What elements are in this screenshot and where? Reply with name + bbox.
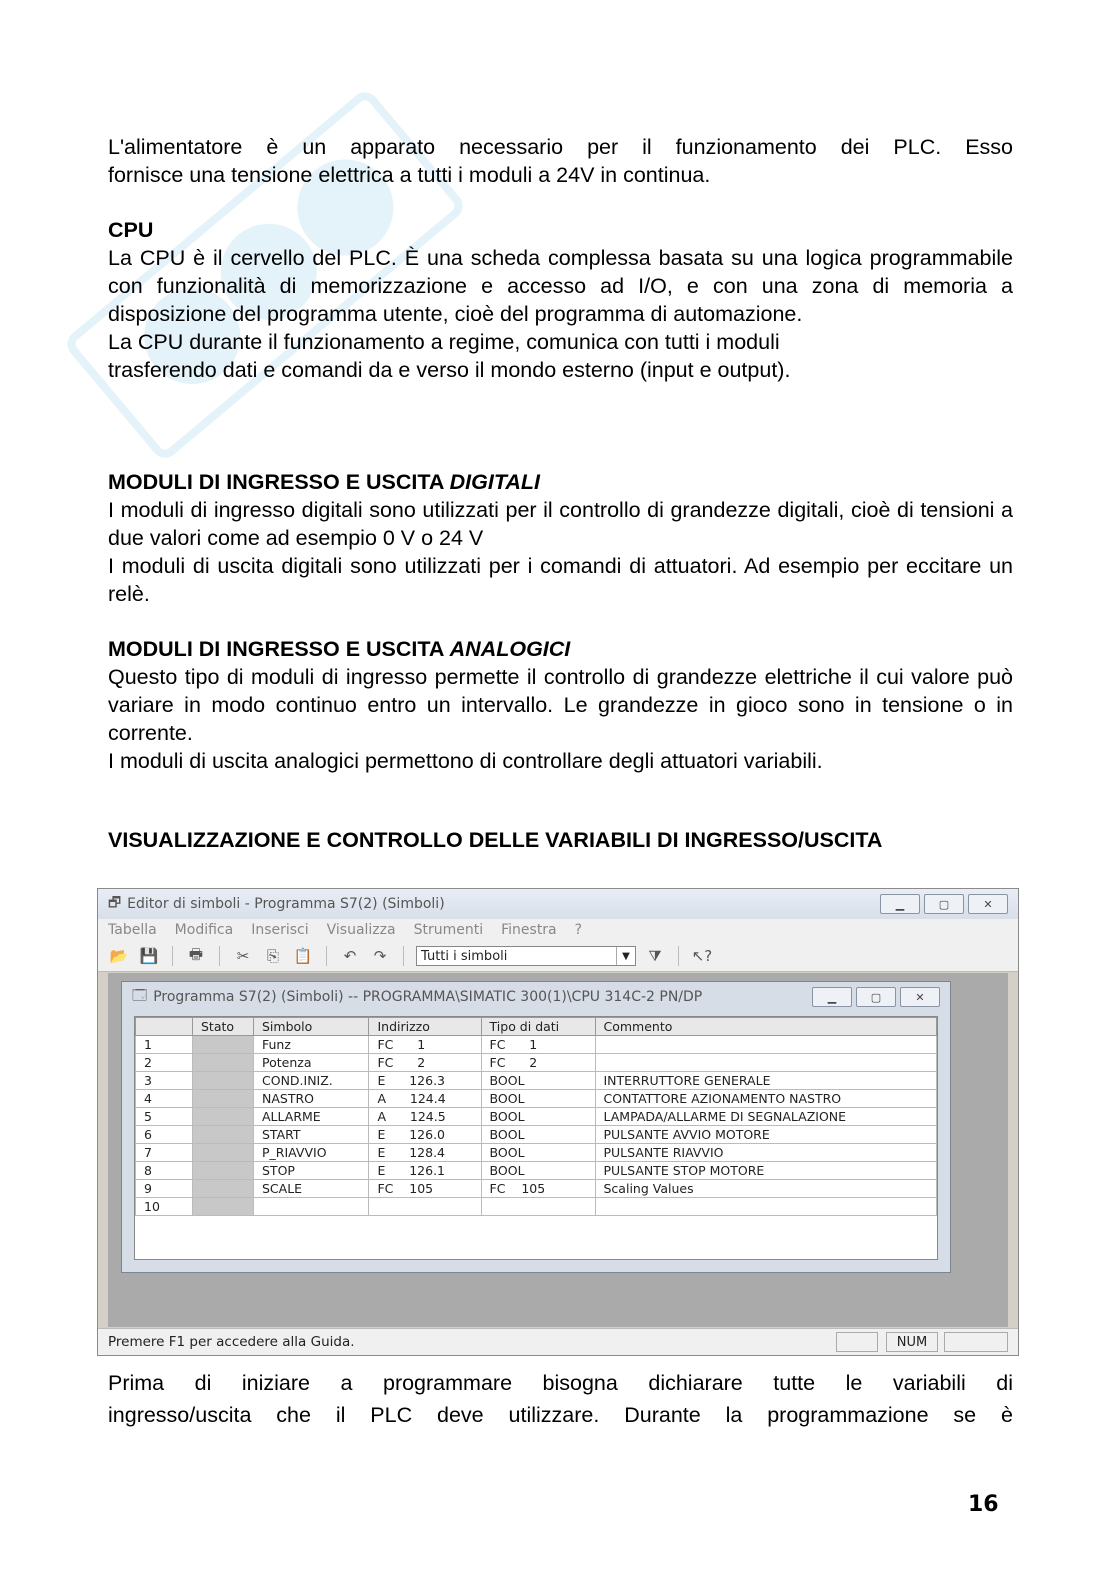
table-row[interactable] <box>136 1108 937 1126</box>
table-cell[interactable]: PULSANTE STOP MOTORE <box>595 1162 937 1180</box>
table-cell[interactable]: 10 <box>136 1198 193 1216</box>
menu-bar <box>98 919 1018 941</box>
table-row[interactable] <box>136 1036 937 1054</box>
maximize-icon[interactable]: ▢ <box>924 894 964 914</box>
table-cell[interactable]: BOOL <box>481 1162 595 1180</box>
symbol-grid <box>134 1016 938 1260</box>
cpu-heading: CPU <box>108 218 154 242</box>
table-cell[interactable]: 3 <box>136 1072 193 1090</box>
table-cell[interactable]: COND.INIZ. <box>254 1072 369 1090</box>
maximize-icon[interactable]: ▢ <box>856 987 896 1007</box>
table-cell[interactable]: ALLARME <box>254 1108 369 1126</box>
child-titlebar <box>122 982 950 1012</box>
table-cell[interactable]: START <box>254 1126 369 1144</box>
table-cell[interactable]: E 126.1 <box>369 1162 481 1180</box>
table-cell[interactable]: 5 <box>136 1108 193 1126</box>
menu-tabella[interactable]: Tabella <box>108 922 157 938</box>
table-cell[interactable] <box>254 1198 369 1216</box>
table-cell[interactable]: 4 <box>136 1090 193 1108</box>
text-line: L'alimentatore è un apparato necessario per il funzionamento dei PLC. Esso <box>108 135 1013 159</box>
symbol-table-window <box>121 981 951 1273</box>
cut-icon[interactable]: ✂ <box>236 947 250 965</box>
open-folder-icon[interactable]: 📂 <box>109 947 129 965</box>
analog-heading <box>108 635 1013 663</box>
table-cell[interactable]: 2 <box>136 1054 193 1072</box>
table-cell[interactable]: STOP <box>254 1162 369 1180</box>
table-cell[interactable] <box>595 1054 937 1072</box>
col-header[interactable]: Simbolo <box>254 1018 369 1036</box>
status-pane <box>944 1332 1008 1352</box>
cpu-text: La CPU è il cervello del PLC. È una scheda complessa basata su una logica programmabile con funzionalità di memorizzazione e accesso ad I/O, e con una zona di memoria a disposizione del programma utente, cioè del programma di automazione. <box>108 246 1013 326</box>
heading-italic: DIGITALI <box>449 470 541 494</box>
undo-icon[interactable]: ↶ <box>343 947 357 965</box>
table-cell[interactable]: P_RIAVVIO <box>254 1144 369 1162</box>
table-cell[interactable]: BOOL <box>481 1090 595 1108</box>
table-cell[interactable] <box>193 1162 254 1180</box>
table-cell[interactable] <box>193 1036 254 1054</box>
table-cell[interactable]: NASTRO <box>254 1090 369 1108</box>
table-cell[interactable]: Funz <box>254 1036 369 1054</box>
digital-modules-section <box>108 468 1013 608</box>
num-lock-indicator: NUM <box>886 1332 938 1352</box>
symbol-table <box>135 1017 937 1216</box>
table-cell[interactable]: PULSANTE AVVIO MOTORE <box>595 1126 937 1144</box>
cpu-text-line: La CPU durante il funzionamento a regime, comunica con tutti i moduli <box>108 330 780 354</box>
redo-icon[interactable]: ↷ <box>373 947 387 965</box>
cpu-section <box>108 216 1013 384</box>
symbol-filter-select[interactable] <box>416 946 636 966</box>
heading-prefix: MODULI DI INGRESSO E USCITA <box>108 470 450 494</box>
power-supply-paragraph <box>108 133 1013 189</box>
table-cell[interactable]: E 126.3 <box>369 1072 481 1090</box>
menu-inserisci[interactable]: Inserisci <box>251 922 309 938</box>
table-cell[interactable]: INTERRUTTORE GENERALE <box>595 1072 937 1090</box>
app-icon: 🗗 <box>108 895 122 911</box>
col-header[interactable]: Stato <box>193 1018 254 1036</box>
table-cell[interactable]: FC 1 <box>481 1036 595 1054</box>
save-icon[interactable]: 💾 <box>139 947 159 965</box>
table-cell[interactable]: E 128.4 <box>369 1144 481 1162</box>
table-cell[interactable]: PULSANTE RIAVVIO <box>595 1144 937 1162</box>
table-cell[interactable]: 6 <box>136 1126 193 1144</box>
table-cell[interactable] <box>193 1126 254 1144</box>
table-cell[interactable]: FC 1 <box>369 1036 481 1054</box>
heading-prefix: MODULI DI INGRESSO E USCITA <box>108 637 450 661</box>
text-line: ingresso/uscita che il PLC deve utilizzare. Durante la programmazione se è <box>108 1403 1013 1427</box>
chevron-down-icon[interactable]: ▼ <box>616 947 635 965</box>
table-cell[interactable]: BOOL <box>481 1072 595 1090</box>
filter-value: Tutti i simboli <box>421 948 508 964</box>
table-cell[interactable]: BOOL <box>481 1144 595 1162</box>
app-title: Editor di simboli - Programma S7(2) (Simboli) <box>127 896 445 912</box>
table-row[interactable] <box>136 1198 937 1216</box>
cpu-text-line: trasferendo dati e comandi da e verso il mondo esterno (input e output). <box>108 358 791 382</box>
text-line: Prima di iniziare a programmare bisogna dichiarare tutte le variabili di <box>108 1371 1013 1395</box>
table-cell[interactable] <box>193 1054 254 1072</box>
table-header-row <box>136 1018 937 1036</box>
table-icon: 🗔 <box>132 988 148 1004</box>
toolbar <box>98 941 1018 972</box>
visual-heading: VISUALIZZAZIONE E CONTROLLO DELLE VARIABILI DI INGRESSO/USCITA <box>108 828 883 852</box>
text-line: fornisce una tensione elettrica a tutti i moduli a 24V in continua. <box>108 163 711 187</box>
menu-help[interactable]: ? <box>574 922 583 938</box>
table-cell[interactable]: SCALE <box>254 1180 369 1198</box>
help-pointer-icon[interactable]: ↖? <box>691 947 713 965</box>
menu-finestra[interactable]: Finestra <box>501 922 557 938</box>
digital-text: I moduli di uscita digitali sono utilizzati per i comandi di attuatori. Ad esempio per eccitare un relè. <box>108 554 1013 606</box>
table-cell[interactable] <box>369 1198 481 1216</box>
digital-text: I moduli di ingresso digitali sono utilizzati per il controllo di grandezze digitali, cioè di tensioni a due valori come ad esempio 0 V o 24 V <box>108 498 1013 550</box>
mdi-workarea <box>108 973 1008 1327</box>
table-cell[interactable]: 1 <box>136 1036 193 1054</box>
table-row[interactable] <box>136 1144 937 1162</box>
child-title: Programma S7(2) (Simboli) -- PROGRAMMA\SIMATIC 300(1)\CPU 314C-2 PN/DP <box>153 989 703 1005</box>
visual-section <box>108 826 1013 854</box>
table-cell[interactable] <box>193 1180 254 1198</box>
table-cell[interactable]: A 124.4 <box>369 1090 481 1108</box>
table-cell[interactable]: CONTATTORE AZIONAMENTO NASTRO <box>595 1090 937 1108</box>
table-row[interactable] <box>136 1162 937 1180</box>
table-cell[interactable]: 9 <box>136 1180 193 1198</box>
menu-strumenti[interactable]: Strumenti <box>413 922 484 938</box>
digital-heading <box>108 468 1013 496</box>
page-number: 16 <box>968 1492 999 1517</box>
analog-modules-section <box>108 635 1013 775</box>
copy-icon[interactable]: ⎘ <box>266 947 279 965</box>
table-cell[interactable]: FC 105 <box>481 1180 595 1198</box>
table-cell[interactable]: Scaling Values <box>595 1180 937 1198</box>
status-bar <box>98 1328 1018 1355</box>
table-cell[interactable] <box>193 1090 254 1108</box>
minimize-icon[interactable]: ▁ <box>880 894 920 914</box>
table-row[interactable] <box>136 1126 937 1144</box>
table-cell[interactable]: 8 <box>136 1162 193 1180</box>
table-cell[interactable] <box>193 1144 254 1162</box>
symbol-editor-screenshot <box>97 888 1019 1356</box>
table-cell[interactable] <box>193 1198 254 1216</box>
table-row[interactable] <box>136 1180 937 1198</box>
table-cell[interactable] <box>595 1198 937 1216</box>
table-cell[interactable]: BOOL <box>481 1108 595 1126</box>
col-header[interactable]: Indirizzo <box>369 1018 481 1036</box>
table-cell[interactable] <box>481 1198 595 1216</box>
menu-visualizza[interactable]: Visualizza <box>326 922 396 938</box>
closing-paragraph <box>108 1367 1013 1431</box>
print-icon[interactable]: 🖶 <box>188 944 204 963</box>
table-cell[interactable] <box>193 1108 254 1126</box>
col-header[interactable]: Commento <box>595 1018 937 1036</box>
table-cell[interactable] <box>595 1036 937 1054</box>
table-row[interactable] <box>136 1054 937 1072</box>
minimize-icon[interactable]: ▁ <box>812 987 852 1007</box>
close-icon[interactable]: ✕ <box>968 894 1008 914</box>
table-cell[interactable]: FC 2 <box>369 1054 481 1072</box>
filter-icon[interactable]: ⧩ <box>648 947 662 965</box>
table-cell[interactable] <box>193 1072 254 1090</box>
status-text: Premere F1 per accedere alla Guida. <box>108 1334 355 1350</box>
table-cell[interactable]: A 124.5 <box>369 1108 481 1126</box>
col-header[interactable]: Tipo di dati <box>481 1018 595 1036</box>
table-cell[interactable]: FC 2 <box>481 1054 595 1072</box>
table-cell[interactable]: BOOL <box>481 1126 595 1144</box>
table-cell[interactable]: E 126.0 <box>369 1126 481 1144</box>
table-cell[interactable]: Potenza <box>254 1054 369 1072</box>
col-header[interactable] <box>136 1018 193 1036</box>
table-cell[interactable]: 7 <box>136 1144 193 1162</box>
table-cell[interactable]: LAMPADA/ALLARME DI SEGNALAZIONE <box>595 1108 937 1126</box>
close-icon[interactable]: ✕ <box>900 987 940 1007</box>
app-titlebar <box>98 889 1018 919</box>
paste-icon[interactable]: 📋 <box>293 947 313 965</box>
table-row[interactable] <box>136 1090 937 1108</box>
status-pane <box>836 1332 878 1352</box>
analog-text: I moduli di uscita analogici permettono di controllare degli attuatori variabili. <box>108 749 823 773</box>
analog-text: Questo tipo di moduli di ingresso permette il controllo di grandezze elettriche il cui valore può variare in modo continuo entro un intervallo. Le grandezze in gioco sono in tensione o in corrente. <box>108 665 1013 745</box>
heading-italic: ANALOGICI <box>449 637 571 661</box>
table-row[interactable] <box>136 1072 937 1090</box>
menu-modifica[interactable]: Modifica <box>174 922 234 938</box>
table-cell[interactable]: FC 105 <box>369 1180 481 1198</box>
